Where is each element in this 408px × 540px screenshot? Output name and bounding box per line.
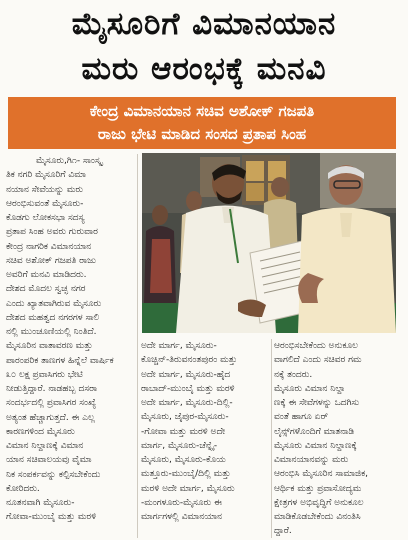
column-divider	[271, 339, 272, 538]
article-line: ಮಾರ್ಗಗಳಲ್ಲಿ ವಿಮಾನಯಾನ	[141, 512, 223, 522]
article-line: -ಗೋವಾ ಮತ್ತು ಮರಳಿ ಅದೇ	[141, 426, 226, 437]
article-line: ಮತ್ತೂರು-ಮುಂಬೈ/ದಿಲ್ಲಿ ಮತ್ತು	[141, 469, 231, 480]
article-line: ವಿಮಾನಯಾನವನ್ನು ಮರು	[274, 455, 349, 465]
article-line: ಕೋರಿದರು.	[6, 483, 40, 494]
article-line: -ಮಂಗಳೂರು-ಮೈಸೂರು ಈ	[141, 497, 222, 508]
article-line: ದೇಶದ ಮೊದಲ ಸ್ವಚ್ಛ ನಗರ	[6, 284, 86, 295]
article-line: ಆರಂಭಿಸುವಂತೆ ಮೈಸೂರು-	[6, 198, 84, 209]
article-line: ಅದೇ ಮಾರ್ಗ, ಮೈಸೂರು-	[141, 341, 217, 351]
article-line: ನಲ್ಲಿ ಮುಂಚೂಣಿಯಲ್ಲಿ ನಿಂತಿದೆ.	[6, 327, 97, 337]
headline-line-2: ಮರು ಆರಂಭಕ್ಕೆ ಮನವಿ	[81, 51, 327, 87]
article-line: ಮೈಸೂರು, ಜೈಪುರ-ಮೈಸೂರು-	[141, 412, 229, 423]
article-line: ಕ್ಷೇತ್ರಗಳ ಅಭಿವೃದ್ಧಿಗೆ ಅನುಕೂಲ	[274, 497, 364, 508]
article-line: ಣಕ್ಕೆ ಈ ಸೇವೆಗಳನ್ನು ಒದಗಿಸು	[274, 398, 360, 408]
subheadline-line-1: ಕೇಂದ್ರ ವಿಮಾನಯಾನ ಸಚಿವ ಅಶೋಕ್ ಗಜಪತಿ	[89, 102, 315, 120]
article-line: ಆರಂಭಿಸಬೇಕೆಂದು ಅನುಕೂಲ	[274, 341, 358, 351]
article-line: ಮಾಡಿಕೊಡಬೇಕೆಂದು ವಿನಂತಿಸಿ	[274, 512, 361, 522]
article-line: ಅತ್ಯಂತ ಹೆಚ್ಚಾಗುತ್ತದೆ. ಈ ಎಲ್ಲ	[6, 412, 95, 423]
news-photo	[142, 153, 396, 333]
photo-icon	[142, 153, 396, 333]
article-line: ಗೋವಾ-ಮುಂಬೈ ಮತ್ತು ಮರಳಿ	[6, 512, 97, 523]
article-line: ಅವರಿಗೆ ಮನವಿ ಮಾಡಿದರು.	[6, 270, 87, 280]
article-line: ನಿಕ ಸಂಪರ್ಕವನ್ನು ಕಲ್ಪಿಸಬೇಕೆಂದು	[6, 469, 101, 480]
article-line: ಸಚಿವ ಅಶೋಕ್ ಗಜಪತಿ ರಾಜು	[6, 255, 97, 266]
article-line: ಯಾನ ಸಚಿವಾಲಯವು ವೈಮಾ	[6, 455, 92, 466]
article-line: ಮೈಸೂರಿನ ವಾತಾವರಣ ಮತ್ತು	[6, 341, 93, 352]
article-line: ಕೇಂದ್ರ ನಾಗರಿಕ ವಿಮಾನಯಾನ	[6, 241, 92, 252]
article-line: ೩೦ ಲಕ್ಷ ಪ್ರವಾಸಿಗರು ಭೇಟಿ	[6, 369, 83, 380]
article-line: ವಾಗಲಿದೆ ಎಂದು ಸಚಿವರ ಗಮ	[274, 355, 362, 366]
headline-line-1: ಮೈಸೂರಿಗೆ ವಿಮಾನಯಾನ	[71, 6, 337, 42]
article-line: ದ್ದಾರೆ.	[274, 526, 292, 537]
article-line: ಪ್ರತಾಪ ಸಿಂಹ ಅವರು ಗುರುವಾರ	[6, 227, 98, 238]
subheadline-line-2: ರಾಜು ಭೇಟಿ ಮಾಡಿದ ಸಂಸದ ಪ್ರತಾಪ ಸಿಂಹ	[97, 125, 307, 143]
article-column-1	[6, 154, 136, 525]
article-line: ನೀಡುತ್ತಿದ್ದಾರೆ. ನಾಡಹಬ್ಬ ದಸರಾ	[6, 384, 98, 394]
subheadline-band	[8, 97, 396, 149]
article-line: ತಿಕ ನಗರಿ ಮೈಸೂರಿಗೆ ವಿಮಾ	[6, 170, 86, 181]
article-line: ಕಾರಣಗಳಿಂದ ಮೈಸೂರು	[6, 426, 75, 437]
article-line: ಮೈಸೂರು ವಿಮಾನ ನಿಲ್ದಾ	[274, 383, 346, 394]
article-line: ಕೊಚ್ಚಿನ್-ತಿರುವನಂತಪುರಂ ಮತ್ತು	[141, 355, 238, 366]
article-line: ಅದೇ ಮಾರ್ಗ, ಮೈಸೂರು-ದಿಲ್ಲಿ-	[141, 398, 233, 408]
article-line: ದೇಶದ ಮಹತ್ವದ ನಗರಗಳ ಸಾಲಿ	[6, 312, 100, 323]
article-line: ಅದೇ ಮಾರ್ಗ, ಮೈಸೂರು-ಹೈದ	[141, 369, 231, 380]
article-line: ನೂತನವಾಗಿ ಮೈಸೂರು-	[6, 498, 75, 508]
article-line: ಮರಳಿ ಅದೇ ಮಾರ್ಗ, ಮೈಸೂರು	[141, 483, 235, 494]
article-line: ಎಂದು ಖ್ಯಾತವಾಗಿರುವ ಮೈಸೂರು	[6, 298, 102, 309]
article-line: ಆರ್ಥಿಕ ಮತ್ತು ಪ್ರವಾಸೋದ್ಯಮ	[274, 483, 362, 494]
article-column-3	[274, 339, 398, 539]
article-line: ರಾಬಾದ್-ಮುಂಬೈ ಮತ್ತು ಮರಳಿ	[141, 383, 235, 394]
article-column-2	[141, 339, 269, 524]
article-line: ಪಾರಂಪರಿಕ ತಾಣಗಳ ಹಿನ್ನೆಲೆ ವಾರ್ಷಿಕ	[6, 355, 114, 366]
article-line: ಮೈಸೂರು ವಿಮಾನ ನಿಲ್ದಾಣಕ್ಕೆ	[274, 440, 357, 451]
article-line: ನಯಾನ ಸೇವೆಯನ್ನು ಮರು	[6, 184, 84, 195]
article-line: ಆರಂಭಿಸಿ ಮೈಸೂರಿನ ಸಾಮಾಜಿಕ,	[274, 469, 369, 480]
article-line: ಲೈನ್ಸ್‌ಗಳೊಂದಿಗೆ ಮಾತನಾಡಿ	[274, 426, 355, 437]
article-line: ಮೈಸೂರು,ಗಿ೧- ಸಾಂಸ್ಕೃ	[36, 156, 103, 166]
article-line: ಮೈಸೂರು, ಮೈಸೂರು-ಕೊಯ	[141, 455, 226, 465]
article-line: ವಿಮಾನ ನಿಲ್ದಾಣಕ್ಕೆ ವಿಮಾನ	[6, 441, 84, 451]
article-line: ನಕ್ಕೆ ತಂದರು.	[274, 369, 313, 380]
column-divider	[137, 154, 138, 538]
article-line: ಸಂದರ್ಭದಲ್ಲಿ ಪ್ರವಾಸಿಗರ ಸಂಖ್ಯೆ	[6, 398, 97, 409]
article-line: ವಂತೆ ಹಾಗೂ ಏರ್	[274, 412, 329, 423]
article-line: ಕೊಡಗು ಲೋಕಸಭಾ ಸದಸ್ಯ	[6, 213, 85, 223]
article-line: ಮಾರ್ಗ, ಮೈಸೂರು-ಚೆನ್ನೈ-	[141, 440, 218, 451]
